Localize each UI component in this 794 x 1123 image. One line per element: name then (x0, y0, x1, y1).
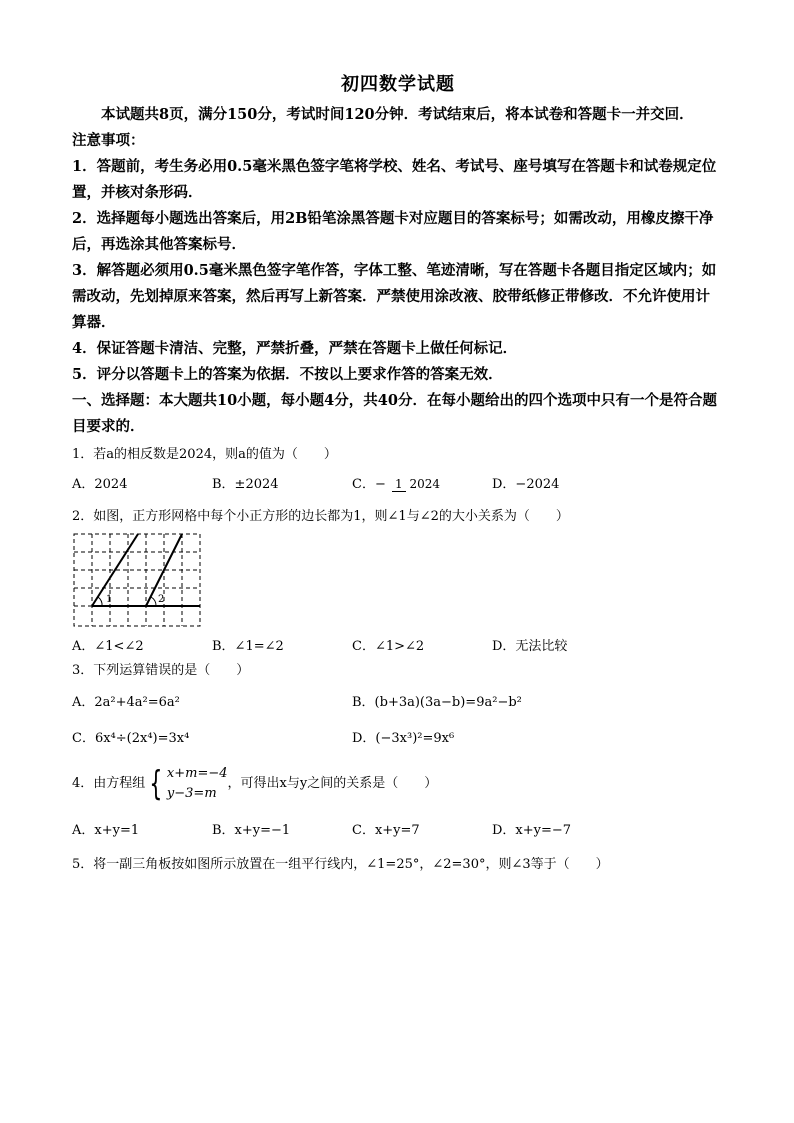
q4-option-b: B．x+y=−1 (212, 823, 291, 838)
equation-lines (167, 764, 228, 804)
q1-option-c-label: C．− (352, 477, 386, 492)
q2-option-c: C．∠1>∠2 (352, 639, 425, 654)
notice-item-2: 2．选择题每小题选出答案后，用2B铅笔涂黑答题卡对应题目的答案标号；如需改动，用橡皮擦干净后，再选涂其他答案标号． (72, 210, 714, 253)
grid-lines (74, 534, 200, 626)
square-grid-figure (72, 532, 204, 630)
question-4-options (72, 820, 724, 842)
q3-option-d: D．(−3x³)²=9x⁶ (352, 731, 455, 746)
q4-option-c: C．x+y=7 (352, 823, 420, 838)
q2-option-b: B．∠1=∠2 (212, 639, 284, 654)
question-3-options-row-1 (72, 692, 724, 714)
q3-option-a: A．2a²+4a²=6a² (72, 695, 180, 710)
section-heading: 一、选择题：本大题共10小题，每小题4分，共40分．在每小题给出的四个选项中只有一个是符合题目要求的． (72, 392, 717, 435)
question-5-stem: 5．将一副三角板按如图所示放置在一组平行线内，∠1=25°，∠2=30°，则∠3等于（ ） (72, 857, 609, 872)
q4-prefix: 4．由方程组 (72, 776, 146, 791)
question-2-options (72, 636, 724, 658)
exam-page (72, 64, 724, 876)
angle-1-label: 1 (106, 594, 113, 605)
notice-heading: 注意事项： (72, 132, 145, 149)
q1-option-d: D．−2024 (492, 477, 560, 492)
notice-item-5: 5．评分以答题卡上的答案为依据．不按以上要求作答的答案无效． (72, 366, 503, 383)
q4-suffix: ，可得出x与y之间的关系是（ ） (227, 776, 438, 791)
question-3-options-row-2 (72, 728, 724, 750)
q4-option-d: D．x+y=−7 (492, 823, 572, 838)
q3-option-c: C．6x⁴÷(2x⁴)=3x⁴ (72, 731, 190, 746)
page-title: 初四数学试题 (341, 74, 455, 95)
intro-text: 本试题共8页，满分150分，考试时间120分钟．考试结束后，将本试卷和答题卡一并交回． (101, 106, 694, 123)
q2-option-d: D．无法比较 (492, 639, 568, 654)
q1-option-c-fraction (392, 477, 440, 492)
angle-1-arc (98, 597, 102, 606)
q1-fraction-denominator: 2024 (409, 477, 440, 491)
q1-option-b: B．±2024 (212, 477, 279, 492)
brace-icon: { (149, 764, 163, 804)
equation-2: y−3=m (166, 786, 217, 801)
question-4-stem (72, 764, 724, 804)
notice-item-3: 3．解答题必须用0.5毫米黑色签字笔作答，字体工整、笔迹清晰，写在答题卡各题目指定区域内；如需改动，先划掉原来答案，然后再写上新答案．严禁使用涂改液、胶带纸修正带修改．不允许使用计算器． (72, 262, 717, 331)
q3-option-b: B．(b+3a)(3a−b)=9a²−b² (352, 695, 522, 710)
question-1-options (72, 474, 724, 496)
question-2-stem: 2．如图，正方形网格中每个小正方形的边长都为1，则∠1与∠2的大小关系为（ ） (72, 509, 569, 524)
question-1-stem: 1．若a的相反数是2024，则a的值为（ ） (72, 447, 337, 462)
notice-item-4: 4．保证答题卡清洁、完整，严禁折叠，严禁在答题卡上做任何标记． (72, 340, 518, 357)
equation-system (145, 764, 227, 804)
q2-option-a: A．∠1<∠2 (72, 639, 144, 654)
q1-option-a: A．2024 (72, 477, 128, 492)
angle-2-arc (151, 597, 156, 606)
q4-option-a: A．x+y=1 (72, 823, 140, 838)
equation-1: x+m=−4 (166, 766, 228, 781)
angle-2-label: 2 (158, 594, 165, 605)
q1-fraction-numerator: 1 (392, 477, 406, 492)
notice-item-1: 1．答题前，考生务必用0.5毫米黑色签字笔将学校、姓名、考试号、座号填写在答题卡和试卷规定位置，并核对条形码． (72, 158, 717, 201)
question-3-stem: 3．下列运算错误的是（ ） (72, 663, 250, 678)
q1-option-c (352, 474, 492, 496)
